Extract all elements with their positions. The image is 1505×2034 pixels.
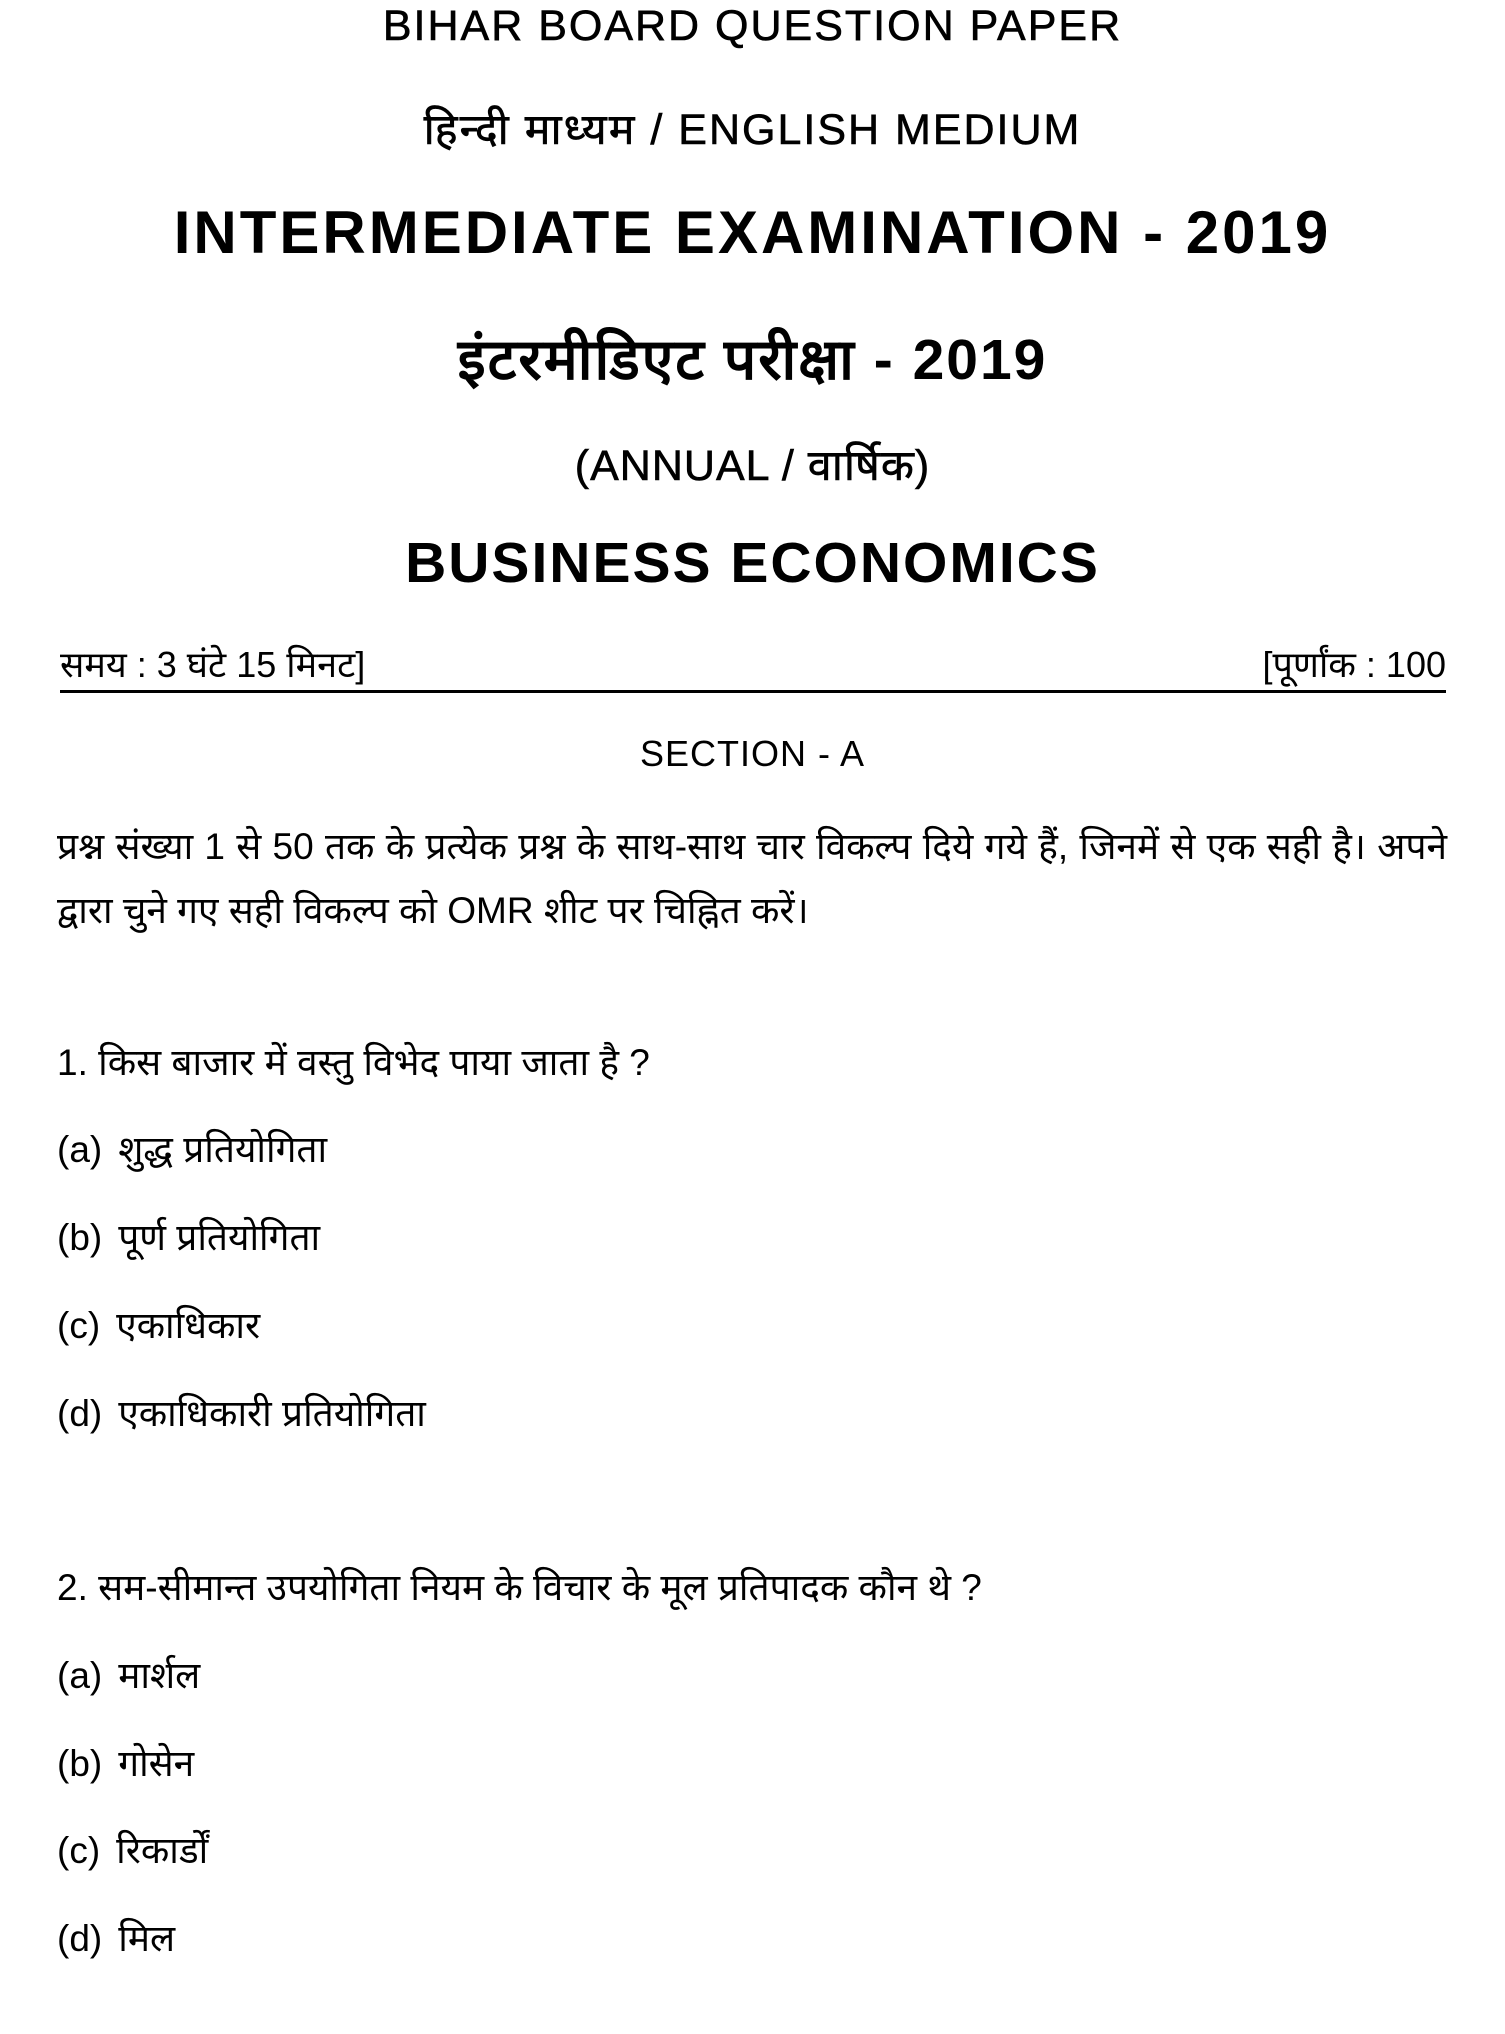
exam-title-english: INTERMEDIATE EXAMINATION - 2019 [173, 199, 1332, 266]
option-1c [57, 1298, 260, 1349]
session-label: (ANNUAL / वार्षिक) [574, 442, 931, 490]
medium-line: हिन्दी माध्यम / ENGLISH MEDIUM [423, 106, 1082, 154]
option-text: पूर्ण प्रतियोगिता [118, 1217, 321, 1258]
instructions: प्रश्न संख्या 1 से 50 तक के प्रत्येक प्रश्न के साथ-साथ चार विकल्प दिये गये हैं, जिनमें से एक सही है। अपने द्वारा चुने गए सही विकल्प को OMR शीट पर चिह्नित करें। [57, 826, 1447, 931]
time-allowed: समय : 3 घंटे 15 मिनट] [60, 644, 366, 685]
option-label: (b) [57, 1743, 103, 1784]
option-2a [57, 1648, 200, 1699]
exam-title-hindi: इंटरमीडिएट परीक्षा - 2019 [457, 328, 1048, 392]
option-label: (d) [57, 1918, 103, 1959]
question-1: 1. किस बाजार में वस्तु विभेद पाया जाता है ? [57, 1042, 650, 1083]
option-text: एकाधिकार [116, 1305, 261, 1346]
option-label: (b) [57, 1217, 103, 1258]
subject-title: BUSINESS ECONOMICS [405, 531, 1100, 595]
option-text: रिकार्डों [116, 1830, 209, 1871]
option-1b [57, 1210, 320, 1261]
option-label: (c) [57, 1830, 101, 1871]
option-1d [57, 1386, 426, 1437]
question-2: 2. सम-सीमान्त उपयोगिता नियम के विचार के मूल प्रतिपादक कौन थे ? [57, 1567, 982, 1608]
option-label: (a) [57, 1655, 103, 1696]
option-text: शुद्ध प्रतियोगिता [118, 1129, 328, 1170]
section-title: SECTION - A [639, 733, 866, 774]
full-marks: [पूर्णांक : 100 [1262, 644, 1446, 685]
option-label: (a) [57, 1129, 103, 1170]
option-label: (c) [57, 1305, 101, 1346]
option-text: मार्शल [118, 1655, 201, 1696]
option-2b [57, 1736, 194, 1787]
option-text: मिल [118, 1918, 176, 1959]
time-marks-rule [60, 640, 1446, 693]
board-title: BIHAR BOARD QUESTION PAPER [382, 2, 1123, 50]
option-label: (d) [57, 1393, 103, 1434]
option-1a [57, 1122, 327, 1173]
option-text: गोसेन [118, 1743, 195, 1784]
option-2d [57, 1911, 175, 1962]
option-text: एकाधिकारी प्रतियोगिता [118, 1393, 426, 1434]
option-2c [57, 1823, 208, 1874]
